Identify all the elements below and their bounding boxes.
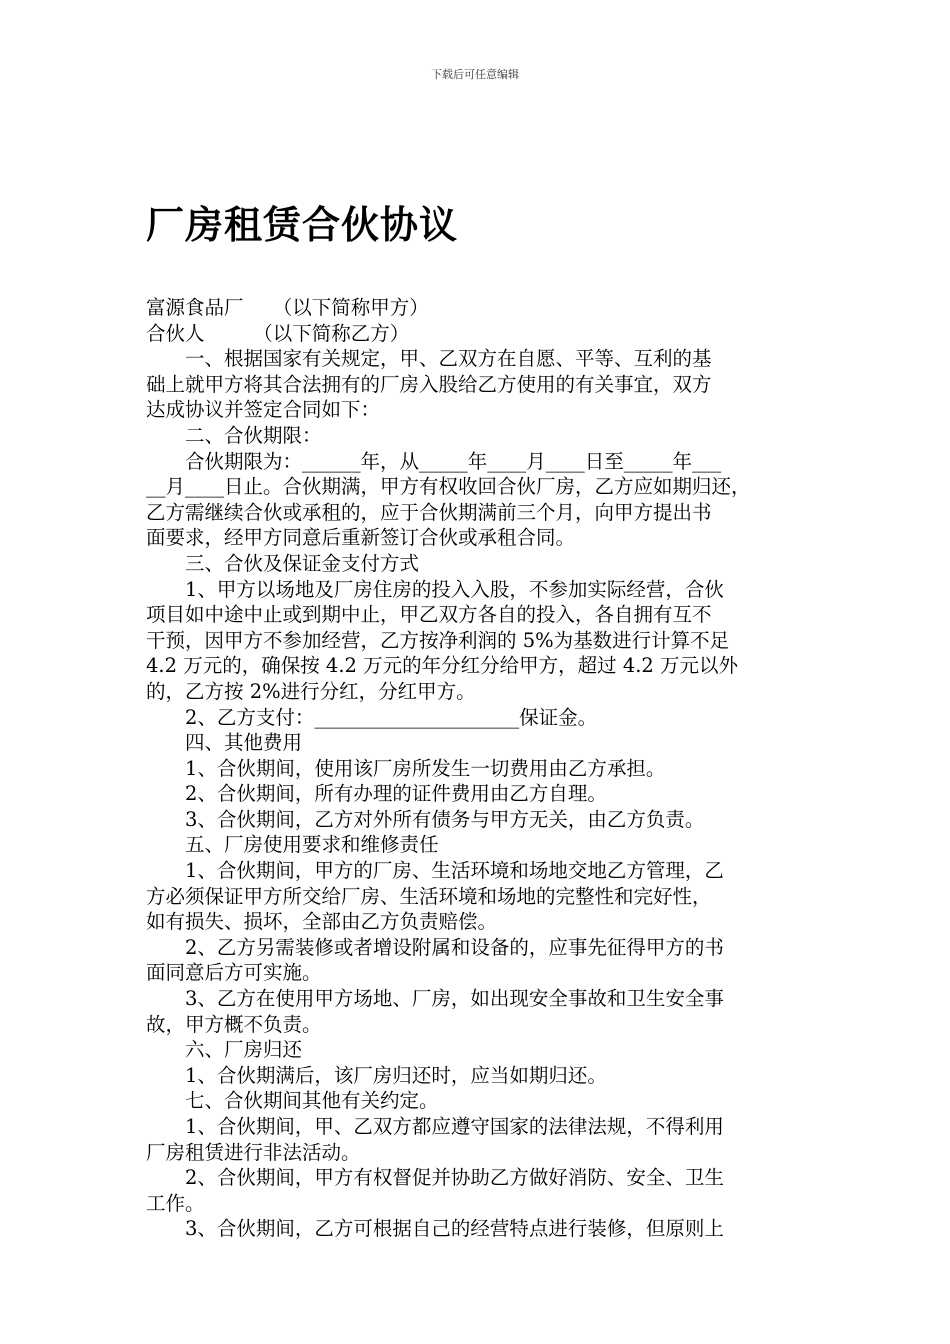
text-line: 五、厂房使用要求和维修责任 [146,833,439,857]
text-line: 达成协议并签定合同如下： [146,398,381,422]
text-line: 合伙期限为：______年，从_____年____月____日至_____年___ [146,449,722,473]
text-line: 1、合伙期满后，该厂房归还时，应当如期归还。 [146,1063,607,1087]
text-line: 3、合伙期间，乙方可根据自己的经营特点进行装修，但原则上 [146,1217,724,1241]
document-title: 厂房租赁合伙协议 [146,203,459,247]
text-line: 项目如中途中止或到期中止，甲乙双方各自的投入，各自拥有互不 [146,603,712,627]
text-line: 础上就甲方将其合法拥有的厂房入股给乙方使用的有关事宜，双方 [146,372,712,396]
text-line: 1、甲方以场地及厂房住房的投入入股，不参加实际经营，合伙 [146,577,724,601]
text-line: 合伙人 （以下简称乙方） [146,321,410,345]
text-line: 1、合伙期间，使用该厂房所发生一切费用由乙方承担。 [146,756,666,780]
text-line: __月____日止。合伙期满，甲方有权收回合伙厂房，乙方应如期归还， [146,475,751,499]
text-line: 故，甲方概不负责。 [146,1012,322,1036]
text-line: 二、合伙期限： [146,423,322,447]
text-line: 4.2 万元的，确保按 4.2 万元的年分红分给甲方，超过 4.2 万元以外 [146,654,739,678]
text-line: 3、乙方在使用甲方场地、厂房，如出现安全事故和卫生安全事 [146,987,724,1011]
text-line: 如有损失、损坏，全部由乙方负责赔偿。 [146,910,498,934]
text-line: 1、合伙期间，甲、乙双方都应遵守国家的法律法规，不得利用 [146,1115,724,1138]
text-line: 2、合伙期间，所有办理的证件费用由乙方自理。 [146,782,607,806]
text-line: 富源食品厂 （以下简称甲方） [146,296,429,319]
text-line: 1、合伙期间，甲方的厂房、生活环境和场地交地乙方管理，乙 [146,859,724,883]
header-note: 下载后可任意编辑 [431,68,519,81]
text-line: 七、合伙期间其他有关约定。 [146,1089,439,1113]
text-line: 干预，因甲方不参加经营，乙方按净利润的 5%为基数进行计算不足 [146,628,730,652]
text-line: 方必须保证甲方所交给厂房、生活环境和场地的完整性和完好性， [146,884,712,908]
text-line: 乙方需继续合伙或承租的，应于合伙期满前三个月，向甲方提出书 [146,500,712,524]
text-line: 六、厂房归还 [146,1038,303,1062]
text-line: 面要求，经甲方同意后重新签订合伙或承租合同。 [146,526,576,550]
text-line: 面同意后方可实施。 [146,961,322,985]
text-line: 工作。 [146,1191,205,1215]
text-line: 三、合伙及保证金支付方式 [146,551,420,575]
text-line: 一、根据国家有关规定，甲、乙双方在自愿、平等、互利的基 [146,347,712,371]
text-line: 2、合伙期间，甲方有权督促并协助乙方做好消防、安全、卫生 [146,1166,724,1190]
text-line: 厂房租赁进行非法活动。 [146,1140,361,1164]
text-line: 四、其他费用 [146,731,303,755]
text-line: 3、合伙期间，乙方对外所有债务与甲方无关，由乙方负责。 [146,807,705,831]
text-line: 2、乙方支付：_____________________保证金。 [146,705,598,729]
text-line: 的，乙方按 2%进行分红，分红甲方。 [146,679,476,703]
document-body [146,295,806,1242]
text-line: 2、乙方另需装修或者增设附属和设备的，应事先征得甲方的书 [146,935,724,959]
